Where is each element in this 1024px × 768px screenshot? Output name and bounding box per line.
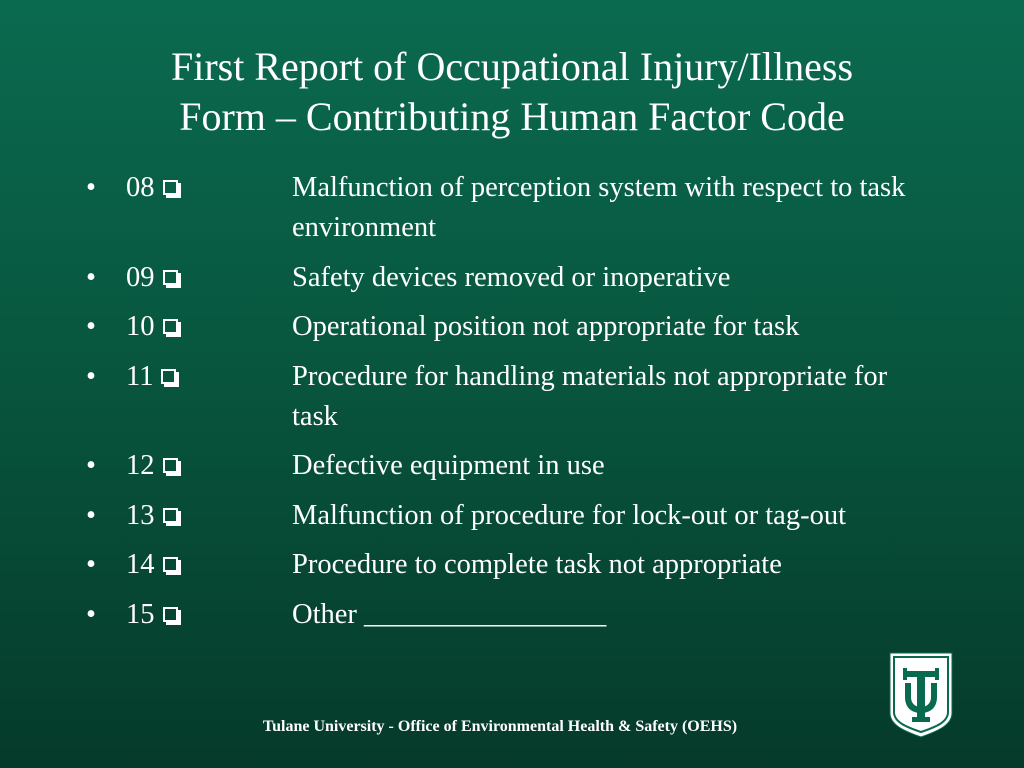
footer-text: Tulane University - Office of Environmental Health & Safety (OEHS) [262, 718, 738, 735]
list-item [86, 258, 966, 298]
list-item [86, 496, 966, 536]
factor-description: Malfunction of procedure for lock-out or tag-out [292, 499, 846, 531]
factor-code [126, 496, 292, 536]
checkbox-icon [163, 607, 178, 622]
code-number: 12 [126, 450, 155, 481]
checkbox-icon [163, 557, 178, 572]
factor-code [126, 168, 292, 248]
code-number: 09 [126, 261, 155, 293]
factor-code [126, 446, 292, 486]
factor-code [126, 357, 292, 437]
list-item [86, 307, 966, 347]
code-number: 11 [126, 360, 154, 392]
list-item [86, 168, 966, 248]
factor-code [126, 595, 292, 635]
slide-title-line-1: First Report of Occupational Injury/Illness [170, 44, 854, 89]
factor-code [126, 307, 292, 347]
bullet-icon: • [86, 311, 96, 342]
bullet-icon: • [86, 261, 96, 293]
bullet-icon: • [86, 450, 96, 481]
bullet-icon: • [86, 549, 96, 580]
factor-description: Procedure for handling materials not appropriate for task [292, 360, 888, 432]
factor-code [126, 258, 292, 298]
bullet-icon: • [86, 360, 96, 392]
factor-description: Procedure to complete task not appropriate [292, 549, 782, 580]
factor-code-list [86, 168, 966, 644]
code-number: 15 [126, 598, 155, 630]
checkbox-icon [163, 508, 178, 523]
list-item [86, 446, 966, 486]
checkbox-icon [163, 180, 178, 195]
factor-description: Other _________________ [292, 598, 607, 630]
slide-title [40, 42, 984, 142]
code-number: 13 [126, 499, 155, 531]
code-number: 08 [126, 172, 155, 203]
bullet-icon: • [86, 499, 96, 531]
list-item [86, 357, 966, 437]
list-item [86, 595, 966, 635]
checkbox-icon [163, 270, 178, 285]
checkbox-icon [163, 458, 178, 473]
factor-description: Safety devices removed or inoperative [292, 261, 731, 293]
code-number: 14 [126, 549, 155, 580]
factor-description: Defective equipment in use [292, 450, 605, 481]
code-number: 10 [126, 311, 155, 342]
bullet-icon: • [86, 598, 96, 630]
checkbox-icon [163, 319, 178, 334]
factor-code [126, 545, 292, 585]
factor-description: Malfunction of perception system with respect to task environment [292, 172, 906, 243]
slide-title-line-2: Form – Contributing Human Factor Code [179, 94, 845, 139]
factor-description: Operational position not appropriate for task [292, 311, 800, 342]
bullet-icon: • [86, 172, 96, 203]
checkbox-icon [161, 369, 176, 384]
list-item [86, 545, 966, 585]
